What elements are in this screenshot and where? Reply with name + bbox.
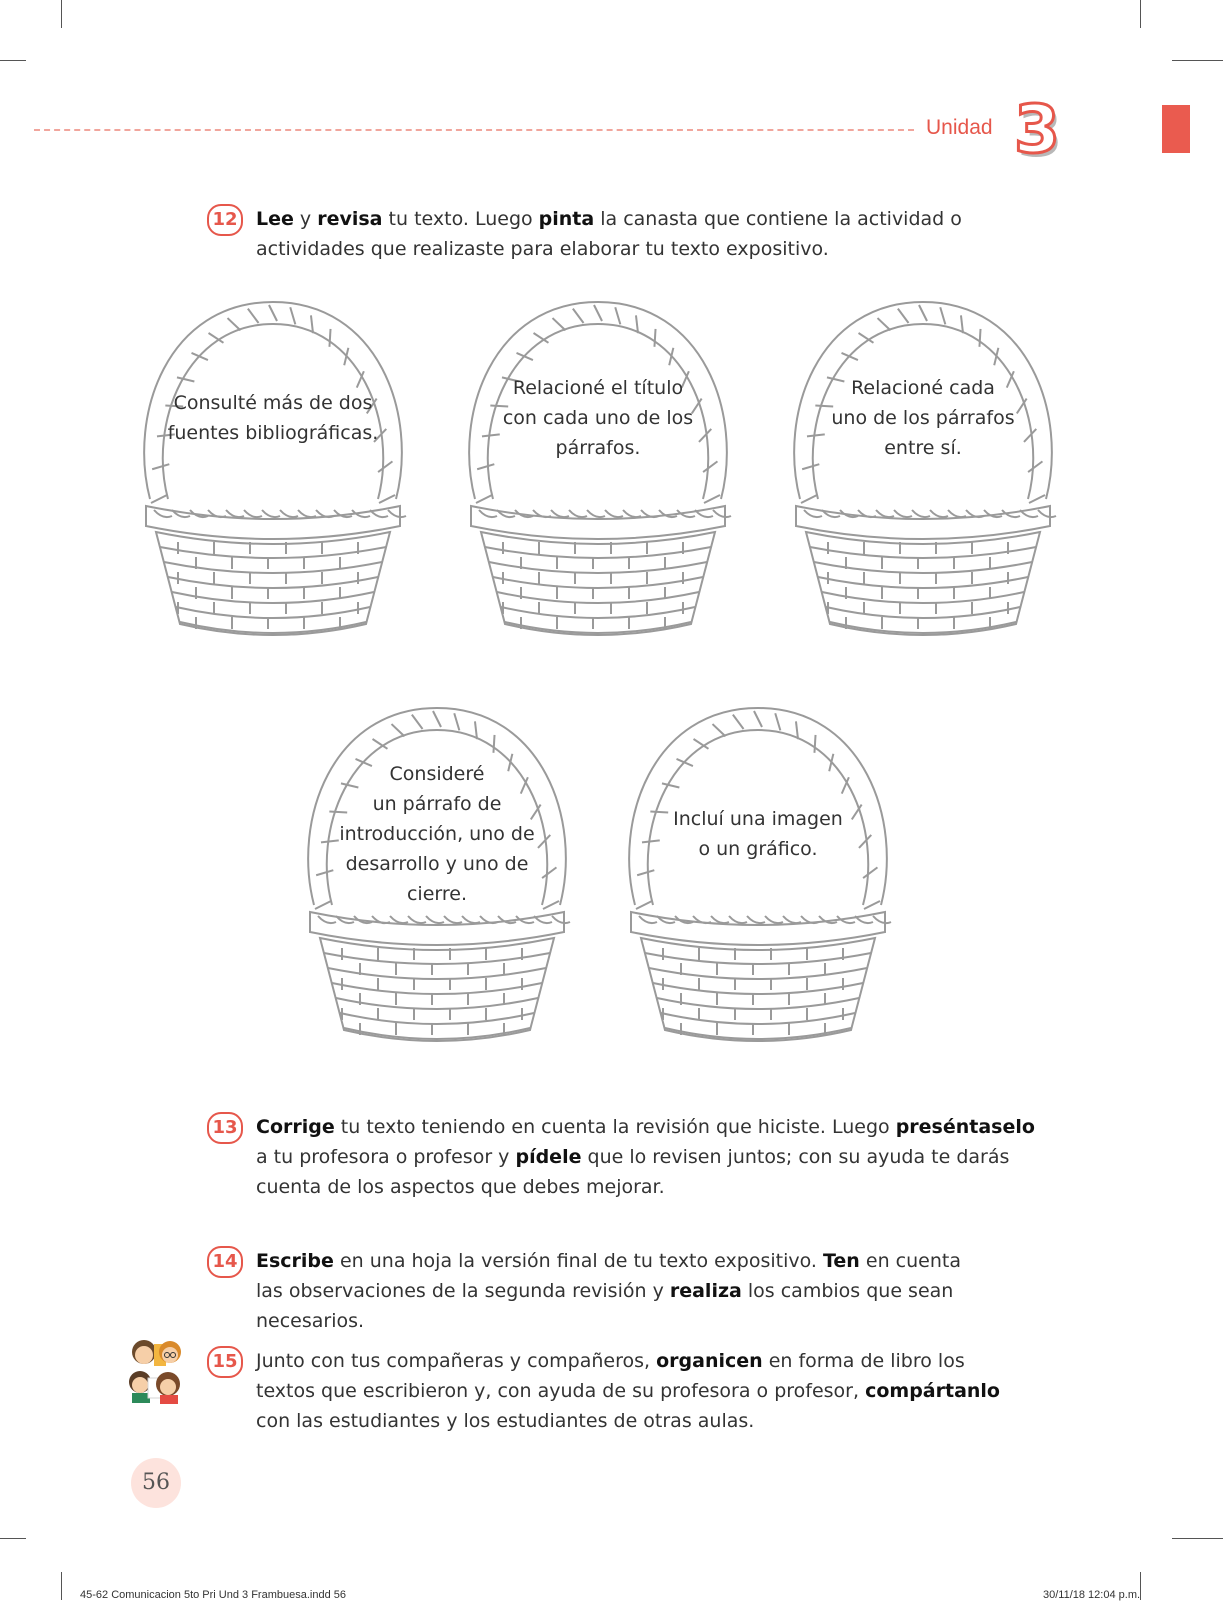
instruction-text: en forma de libro los [762, 1350, 965, 1372]
instruction-keyword: pídele [515, 1146, 582, 1168]
activity-instructions [256, 1246, 961, 1336]
crop-mark [0, 60, 26, 61]
activity-12 [207, 204, 1077, 266]
basket-label-line: Incluí una imagen [673, 808, 843, 830]
basket-icon [453, 294, 743, 654]
basket-icon [778, 294, 1068, 654]
instruction-text: actividades que realizaste para elaborar tu texto expositivo. [256, 238, 829, 260]
page-number: 56 [131, 1458, 181, 1508]
instruction-text: los cambios que sean [741, 1280, 954, 1302]
basket-label-line: introducción, uno de [339, 823, 535, 845]
instruction-line [256, 234, 962, 264]
crop-mark [1140, 0, 1141, 28]
crop-mark [1172, 1538, 1223, 1539]
basket-option-5[interactable] [613, 700, 903, 1060]
crop-mark [61, 1572, 62, 1600]
basket-label-line: fuentes bibliográficas. [167, 422, 379, 444]
instruction-keyword: realiza [669, 1280, 742, 1302]
instruction-keyword: compártanlo [865, 1380, 1000, 1402]
basket-label-line: desarrollo y uno de [345, 853, 529, 875]
unit-label: Unidad [926, 116, 993, 139]
instruction-text: necesarios. [256, 1310, 365, 1332]
instruction-keyword: Escribe [256, 1250, 334, 1272]
basket-label [808, 373, 1038, 463]
basket-option-2[interactable] [453, 294, 743, 654]
activity-13 [207, 1112, 1077, 1204]
instruction-text: en cuenta [859, 1250, 961, 1272]
activity-15 [207, 1346, 1077, 1438]
basket-label-line: con cada uno de los [502, 407, 694, 429]
basket-label-line: entre sí. [884, 437, 962, 459]
unit-number: 3 [1014, 91, 1060, 168]
activity-instructions [256, 204, 962, 264]
basket-label-line: Consulté más de dos [173, 392, 373, 414]
instruction-text: con las estudiantes y los estudiantes de otras aulas. [256, 1410, 755, 1432]
activity-instructions [256, 1112, 1035, 1202]
basket-label [643, 804, 873, 864]
crop-mark [61, 0, 62, 28]
instruction-text: tu texto. Luego [382, 208, 539, 230]
print-timestamp: 30/11/18 12:04 p.m. [1043, 1589, 1141, 1601]
basket-label-line: Relacioné el título [512, 377, 684, 399]
basket-label-line: uno de los párrafos [831, 407, 1015, 429]
instruction-text: la canasta que contiene la actividad o [594, 208, 962, 230]
instruction-keyword: revisa [317, 208, 383, 230]
basket-label [158, 388, 388, 448]
crop-mark [0, 1538, 26, 1539]
instruction-line [256, 1376, 1000, 1406]
file-slug: 45-62 Comunicacion 5to Pri Und 3 Frambuesa.indd 56 [80, 1589, 346, 1601]
activity-number-badge: 15 [207, 1346, 243, 1378]
header-dashed-line [34, 129, 914, 131]
basket-label [322, 759, 552, 909]
basket-option-3[interactable] [778, 294, 1068, 654]
instruction-text: tu texto teniendo en cuenta la revisión que hiciste. Luego [334, 1116, 896, 1138]
basket-label-line: o un gráfico. [698, 838, 818, 860]
instruction-keyword: Corrige [256, 1116, 335, 1138]
basket-label [483, 373, 713, 463]
instruction-line [256, 1306, 961, 1336]
basket-option-1[interactable] [128, 294, 418, 654]
instruction-line [256, 1406, 1000, 1436]
instruction-line [256, 204, 962, 234]
instruction-text: textos que escribieron y, con ayuda de su profesora o profesor, [256, 1380, 866, 1402]
instruction-keyword: organicen [656, 1350, 763, 1372]
activity-number-badge: 14 [207, 1246, 243, 1278]
basket-label-line: Consideré [389, 763, 485, 785]
basket-icon [613, 700, 903, 1060]
crop-mark [1140, 1572, 1141, 1600]
instruction-line [256, 1142, 1035, 1172]
instruction-text: cuenta de los aspectos que debes mejorar. [256, 1176, 665, 1198]
activity-instructions [256, 1346, 1000, 1436]
instruction-text: Junto con tus compañeras y compañeros, [256, 1350, 657, 1372]
instruction-line [256, 1346, 1000, 1376]
activity-14 [207, 1246, 1077, 1338]
instruction-text: las observaciones de la segunda revisión y [256, 1280, 670, 1302]
basket-label-line: Relacioné cada [851, 377, 995, 399]
classmates-icon [124, 1338, 186, 1404]
instruction-keyword: Lee [256, 208, 294, 230]
basket-option-4[interactable] [292, 700, 582, 1060]
activity-number-badge: 12 [207, 204, 243, 236]
instruction-line [256, 1112, 1035, 1142]
instruction-text: en una hoja la versión final de tu texto expositivo. [333, 1250, 823, 1272]
instruction-keyword: preséntaselo [895, 1116, 1035, 1138]
instruction-line [256, 1246, 961, 1276]
basket-label-line: párrafos. [555, 437, 641, 459]
basket-label-line: cierre. [406, 883, 467, 905]
side-tab [1162, 105, 1190, 153]
instruction-text: a tu profesora o profesor y [256, 1146, 516, 1168]
basket-icon [128, 294, 418, 654]
crop-mark [1172, 60, 1223, 61]
instruction-keyword: Ten [822, 1250, 860, 1272]
activity-number-badge: 13 [207, 1112, 243, 1144]
instruction-line [256, 1172, 1035, 1202]
instruction-text: y [293, 208, 318, 230]
basket-label-line: un párrafo de [372, 793, 502, 815]
instruction-keyword: pinta [538, 208, 595, 230]
instruction-line [256, 1276, 961, 1306]
instruction-text: que lo revisen juntos; con su ayuda te darás [581, 1146, 1010, 1168]
